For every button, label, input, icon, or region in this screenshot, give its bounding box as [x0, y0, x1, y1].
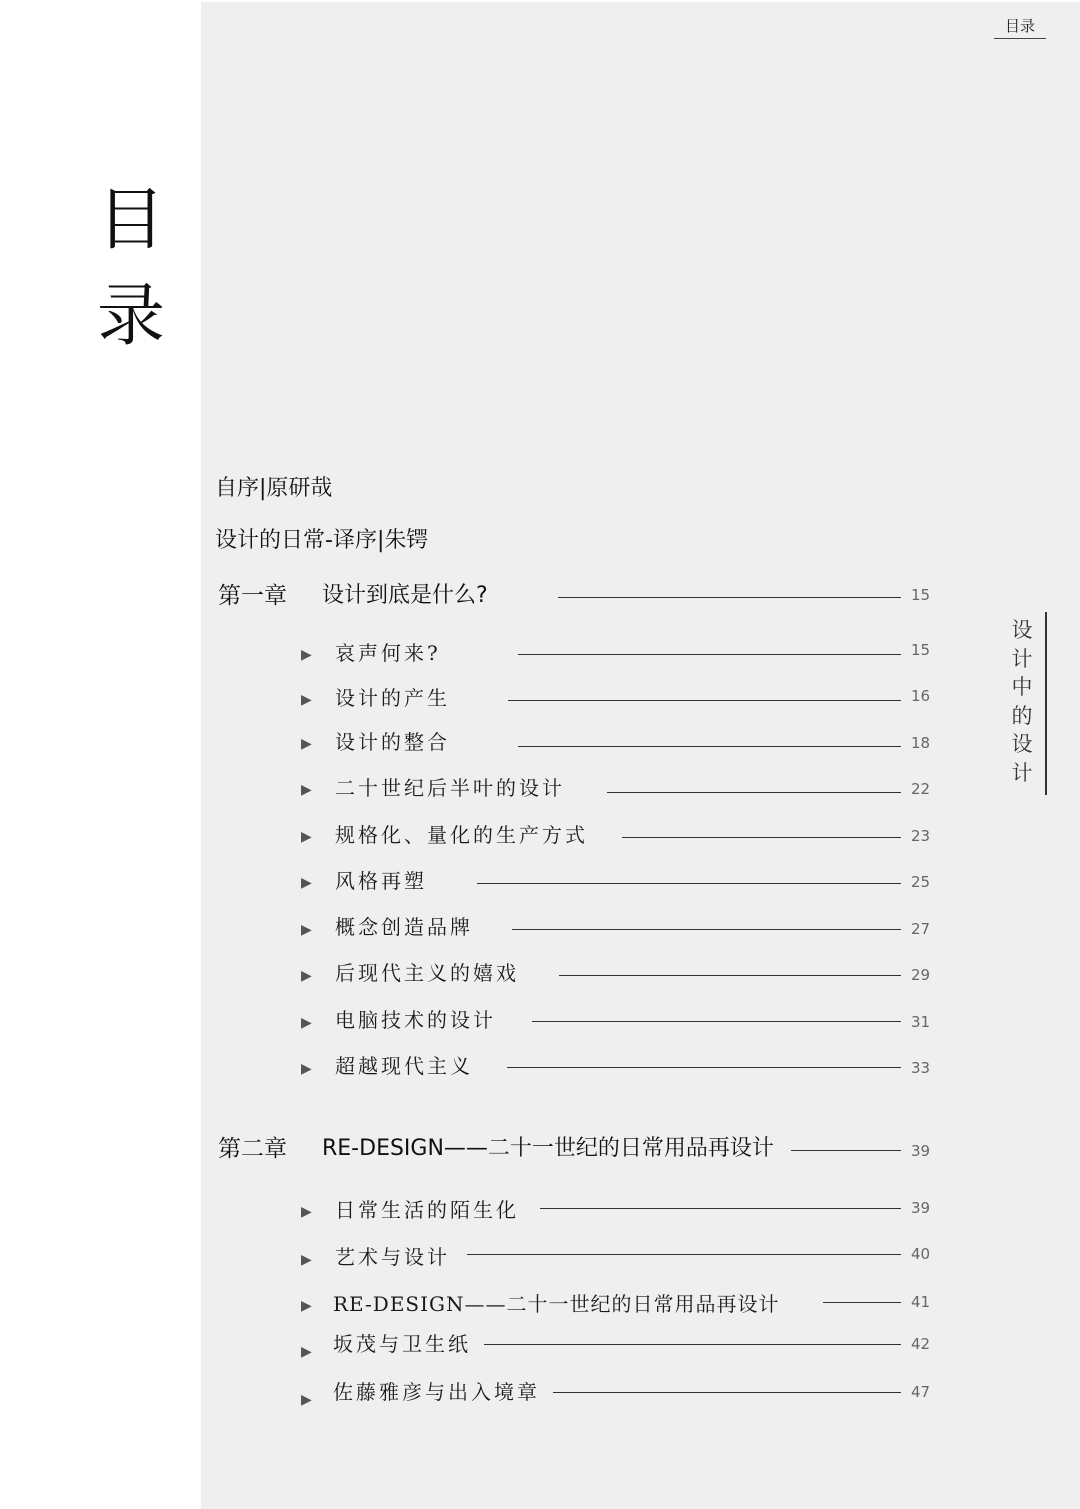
toc-entry-page: 31	[911, 1013, 931, 1031]
toc-entry-title: 设计的整合	[335, 730, 450, 754]
content-panel	[201, 2, 1080, 1509]
toc-entry-title: 设计的产生	[335, 686, 450, 710]
toc-entry-leader	[467, 1254, 901, 1255]
triangle-bullet-icon: ▶	[301, 1252, 312, 1268]
toc-entry-page: 39	[911, 1199, 931, 1217]
toc-entry-leader	[512, 929, 901, 930]
triangle-bullet-icon: ▶	[301, 782, 312, 798]
toc-entry-leader	[622, 837, 901, 838]
toc-entry-title: 日常生活的陌生化	[335, 1198, 519, 1222]
chapter-1-number: 第一章	[218, 583, 287, 609]
chapter-2-leader	[791, 1150, 901, 1151]
chapter-2-number: 第二章	[218, 1136, 287, 1162]
toc-entry-title: 后现代主义的嬉戏	[335, 961, 519, 985]
toc-entry-leader	[508, 700, 901, 701]
header-section-label: 目录	[1004, 17, 1035, 35]
toc-entry-page: 16	[911, 687, 931, 705]
toc-entry-leader	[484, 1344, 901, 1345]
header-underline	[994, 38, 1046, 39]
toc-entry-title: 规格化、量化的生产方式	[335, 823, 588, 847]
side-title-char: 计	[1011, 760, 1033, 785]
toc-entry-page: 33	[911, 1059, 931, 1077]
triangle-bullet-icon: ▶	[301, 968, 312, 984]
toc-entry-title: 艺术与设计	[335, 1245, 450, 1269]
toc-entry-leader	[559, 975, 901, 976]
toc-entry-leader	[518, 654, 901, 655]
chapter-2-page: 39	[911, 1142, 931, 1160]
preface-item-translator[interactable]: 设计的日常-译序|朱锷	[215, 528, 429, 553]
triangle-bullet-icon: ▶	[301, 692, 312, 708]
triangle-bullet-icon: ▶	[301, 1015, 312, 1031]
side-divider	[1045, 612, 1047, 795]
chapter-1-title: 设计到底是什么?	[322, 583, 488, 608]
toc-entry-page: 29	[911, 966, 931, 984]
toc-entry-title: 佐藤雅彦与出入境章	[333, 1380, 540, 1404]
toc-entry-page: 22	[911, 780, 931, 798]
toc-entry-leader	[518, 746, 901, 747]
side-title-char: 计	[1011, 646, 1033, 671]
side-title-char: 设	[1011, 618, 1033, 642]
toc-entry-page: 47	[911, 1383, 931, 1401]
side-book-title	[1008, 616, 1036, 787]
toc-entry-title: RE-DESIGN——二十一世纪的日常用品再设计	[333, 1292, 780, 1316]
chapter-1-leader	[558, 597, 901, 598]
toc-entry-leader	[540, 1208, 901, 1209]
toc-entry-page: 25	[911, 873, 931, 891]
triangle-bullet-icon: ▶	[301, 1344, 312, 1360]
triangle-bullet-icon: ▶	[301, 647, 312, 663]
toc-entry-leader	[553, 1392, 901, 1393]
side-title-char: 设	[1011, 732, 1033, 756]
toc-entry-page: 15	[911, 641, 931, 659]
toc-entry-leader	[477, 883, 901, 884]
big-title-char-1: 目	[96, 181, 165, 260]
toc-entry-leader	[532, 1021, 901, 1022]
chapter-1-page: 15	[911, 586, 931, 604]
triangle-bullet-icon: ▶	[301, 922, 312, 938]
toc-entry-title: 哀声何来?	[335, 641, 441, 665]
big-title-char-2: 录	[96, 277, 165, 356]
toc-entry-page: 41	[911, 1293, 931, 1311]
triangle-bullet-icon: ▶	[301, 736, 312, 752]
toc-entry-title: 坂茂与卫生纸	[333, 1332, 471, 1356]
toc-entry-page: 23	[911, 827, 931, 845]
toc-entry-page: 27	[911, 920, 931, 938]
side-title-char: 中	[1011, 675, 1033, 699]
triangle-bullet-icon: ▶	[301, 1061, 312, 1077]
toc-entry-title: 超越现代主义	[335, 1054, 473, 1078]
toc-entry-page: 42	[911, 1335, 931, 1353]
toc-entry-title: 概念创造品牌	[335, 915, 473, 939]
toc-entry-title: 二十世纪后半叶的设计	[335, 776, 565, 800]
toc-entry-leader	[507, 1067, 901, 1068]
side-title-char: 的	[1011, 703, 1033, 728]
toc-entry-leader	[823, 1302, 901, 1303]
triangle-bullet-icon: ▶	[301, 1298, 312, 1314]
preface-item-author[interactable]: 自序|原研哉	[215, 476, 333, 501]
toc-entry-title: 电脑技术的设计	[335, 1008, 496, 1032]
toc-entry-leader	[607, 792, 901, 793]
toc-entry-page: 40	[911, 1245, 931, 1263]
toc-entry-page: 18	[911, 734, 931, 752]
triangle-bullet-icon: ▶	[301, 1204, 312, 1220]
chapter-2-title: RE-DESIGN——二十一世纪的日常用品再设计	[322, 1136, 774, 1161]
triangle-bullet-icon: ▶	[301, 829, 312, 845]
toc-entry-title: 风格再塑	[335, 869, 427, 893]
triangle-bullet-icon: ▶	[301, 1392, 312, 1408]
triangle-bullet-icon: ▶	[301, 875, 312, 891]
